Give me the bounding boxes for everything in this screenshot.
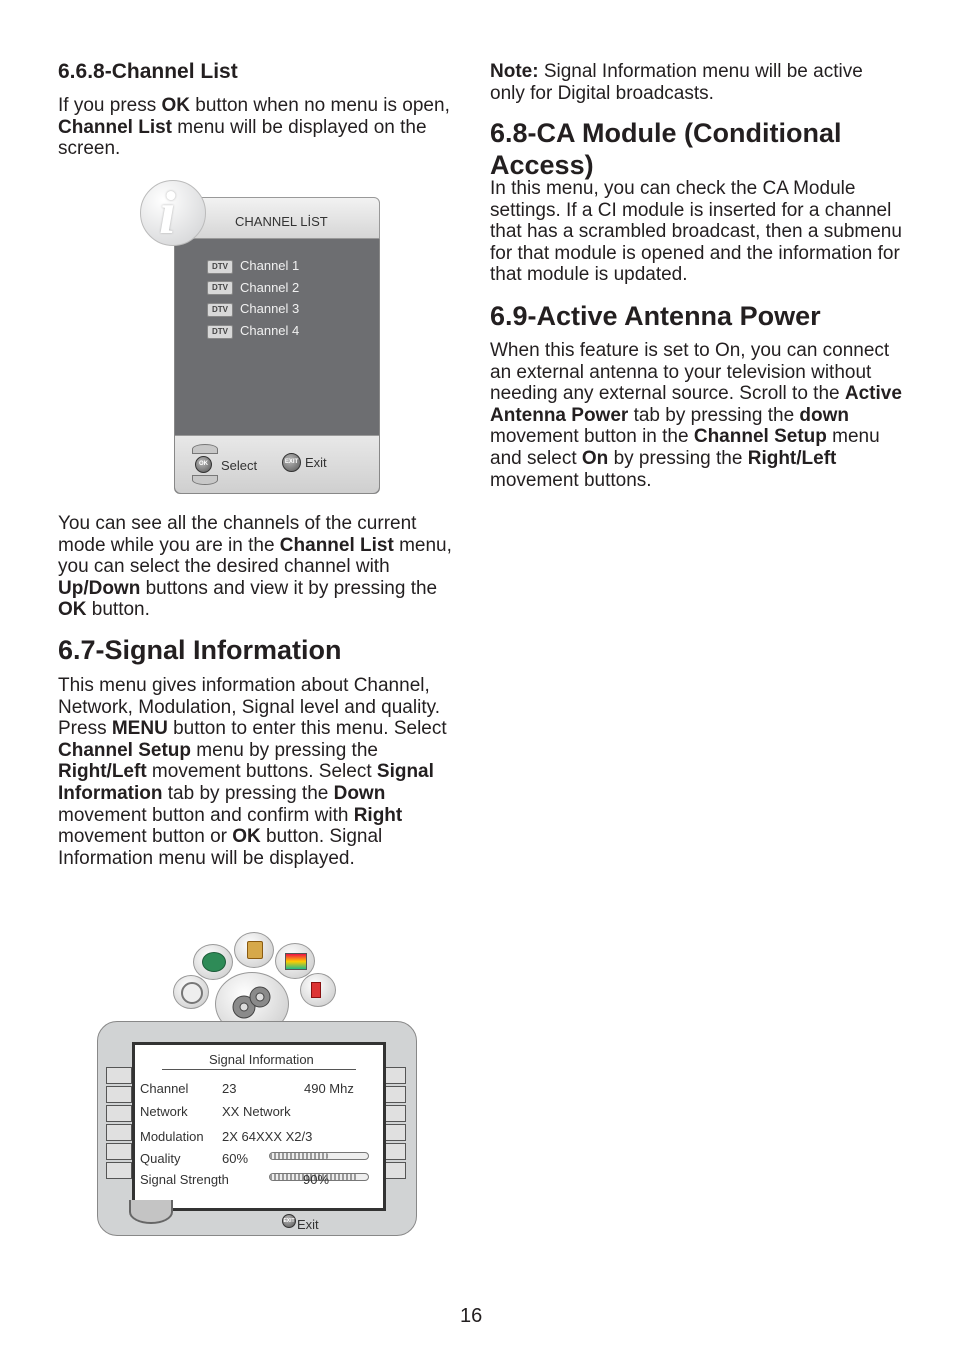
nav-pad-icon bbox=[129, 1200, 173, 1224]
exit-button-icon: EXIT bbox=[282, 1214, 296, 1228]
quality-value: 60% bbox=[222, 1151, 249, 1166]
channel-name: Channel 4 bbox=[240, 323, 300, 339]
picture-icon bbox=[275, 943, 315, 979]
signal-information-description: This menu gives information about Channel, Network, Modulation, Signal level and quality. Press MENU button to enter this menu. Select Channel Setup menu by pressing the Right/Left movement buttons. Select Signal Information tab by pressing the Down movement button and confirm with Right movement button or OK button. Signal Information menu will be displayed. bbox=[58, 675, 447, 869]
channel-list-items bbox=[207, 255, 367, 342]
channel-list-heading: 6.6.8-Channel List bbox=[58, 60, 238, 83]
signal-information-screen bbox=[97, 930, 419, 1238]
signal-strength-label: Signal Strength bbox=[140, 1172, 229, 1187]
channel-list-screen bbox=[140, 180, 382, 496]
dtv-icon: DTV bbox=[207, 260, 233, 274]
title-divider bbox=[162, 1069, 356, 1070]
note-text: Note: Signal Information menu will be active only for Digital broadcasts. bbox=[490, 61, 863, 104]
exit-button-icon: EXIT bbox=[282, 453, 301, 472]
dtv-icon: DTV bbox=[207, 303, 233, 317]
frequency-value: 490 Mhz bbox=[304, 1081, 354, 1096]
channel-list-intro: If you press OK button when no menu is open, Channel List menu will be displayed on the screen. bbox=[58, 95, 450, 160]
right-tabs bbox=[384, 1067, 406, 1181]
ok-button-icon: OK bbox=[195, 456, 212, 473]
clock-icon bbox=[173, 975, 209, 1009]
ca-module-description: In this menu, you can check the CA Module settings. If a CI module is inserted for a channel that has a scrambled broadcast, then a submenu for that module is opened and the information for that module is updated. bbox=[490, 178, 902, 286]
page-number: 16 bbox=[460, 1305, 483, 1327]
quality-label: Quality bbox=[140, 1151, 181, 1166]
globe-icon bbox=[193, 944, 233, 980]
lock-icon bbox=[234, 932, 274, 968]
select-label: Select bbox=[221, 458, 258, 473]
signal-information-heading: 6.7-Signal Information bbox=[58, 635, 342, 665]
network-label: Network bbox=[140, 1104, 188, 1119]
exit-label: Exit bbox=[305, 455, 327, 470]
info-icon: i bbox=[140, 180, 206, 246]
list-item[interactable] bbox=[207, 298, 367, 320]
channel-name: Channel 1 bbox=[240, 258, 300, 273]
sound-icon bbox=[300, 973, 336, 1007]
modulation-label: Modulation bbox=[140, 1129, 204, 1144]
active-antenna-description: When this feature is set to On, you can connect an external antenna to your television without needing any external source. Scroll to the Active Antenna Power tab by pressing the down movement button in the Channel Setup menu and select On by pressing the Right/Left movement buttons. bbox=[490, 340, 902, 491]
modulation-value: 2X 64XXX X2/3 bbox=[222, 1129, 313, 1144]
left-tabs bbox=[106, 1067, 132, 1181]
network-value: XX Network bbox=[222, 1104, 291, 1119]
signal-info-panel bbox=[132, 1042, 386, 1211]
signal-info-title: Signal Information bbox=[209, 1052, 314, 1067]
dtv-icon: DTV bbox=[207, 281, 233, 295]
channel-label: Channel bbox=[140, 1081, 189, 1096]
active-antenna-heading: 6.9-Active Antenna Power bbox=[490, 301, 821, 331]
channel-name: Channel 3 bbox=[240, 301, 300, 317]
quality-bar bbox=[269, 1152, 369, 1160]
channel-name: Channel 2 bbox=[240, 279, 300, 295]
list-item[interactable] bbox=[207, 277, 367, 299]
dtv-icon: DTV bbox=[207, 325, 233, 339]
list-item[interactable] bbox=[207, 320, 367, 342]
channel-list-description: You can see all the channels of the current mode while you are in the Channel List menu, you can select the desired channel with Up/Down buttons and view it by pressing the OK button. bbox=[58, 513, 452, 621]
ca-module-heading: 6.8-CA Module (Conditional Access) bbox=[490, 118, 842, 180]
list-item[interactable] bbox=[207, 255, 367, 277]
channel-list-footer bbox=[175, 435, 379, 493]
channel-list-title: CHANNEL LİST bbox=[235, 214, 328, 229]
signal-strength-value: 90% bbox=[303, 1172, 330, 1187]
channel-value: 23 bbox=[222, 1081, 237, 1096]
exit-label: Exit bbox=[297, 1217, 319, 1232]
